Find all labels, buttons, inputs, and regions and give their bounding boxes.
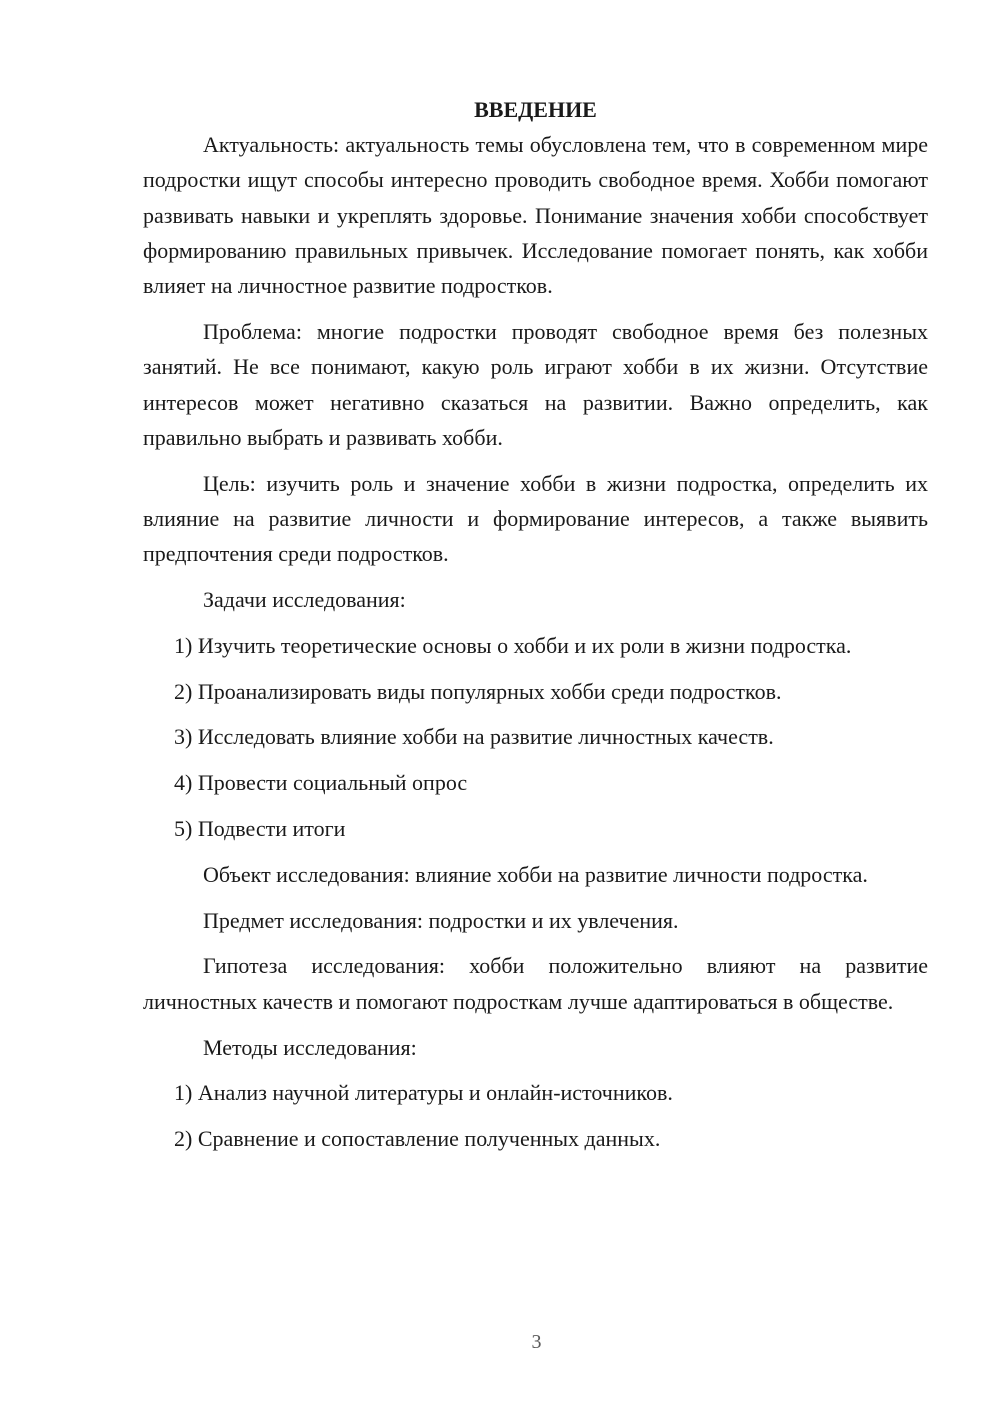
- page-number: 3: [531, 1331, 542, 1353]
- page-title: ВВЕДЕНИЕ: [474, 97, 597, 122]
- paragraph-problem: Проблема: многие подростки проводят свободное время без полезных занятий. Не все понимают, какую роль играют хобби в их жизни. Отсутствие интересов может негативно сказаться на развитии. Важно определить, как правильно выбрать и развивать хобби.: [143, 318, 928, 450]
- task-item-5: 5) Подвести итоги: [174, 816, 346, 842]
- tasks-heading: Задачи исследования:: [203, 587, 406, 613]
- task-item-2: 2) Проанализировать виды популярных хобби среди подростков.: [174, 678, 782, 704]
- method-item-1: 1) Анализ научной литературы и онлайн-источников.: [174, 1080, 673, 1106]
- task-item-1: 1) Изучить теоретические основы о хобби и их роли в жизни подростка.: [174, 632, 852, 658]
- document-page: [143, 92, 928, 1156]
- task-item-4: 4) Провести социальный опрос: [174, 770, 468, 796]
- paragraph-goal: Цель: изучить роль и значение хобби в жизни подростка, определить их влияние на развитие личности и формирование интересов, а также выявить предпочтения среди подростков.: [143, 470, 928, 567]
- paragraph-relevance: Актуальность: актуальность темы обусловлена тем, что в современном мире подростки ищут способы интересно проводить свободное время. Хобби помогают развивать навыки и укреплять здоровье. Понимание значения хобби способствует формированию правильных привычек. Исследование помогает понять, как хобби влияет на личностное развитие подростков.: [143, 132, 928, 299]
- paragraph-hypothesis: Гипотеза исследования: хобби положительно влияют на развитие личностных качеств и помогают подросткам лучше адаптироваться в обществе.: [143, 953, 928, 1014]
- paragraph-object: Объект исследования: влияние хобби на развитие личности подростка.: [203, 861, 868, 887]
- task-item-3: 3) Исследовать влияние хобби на развитие личностных качеств.: [174, 724, 774, 750]
- paragraph-subject: Предмет исследования: подростки и их увлечения.: [203, 907, 679, 933]
- method-item-2: 2) Сравнение и сопоставление полученных данных.: [174, 1126, 661, 1152]
- methods-heading: Методы исследования:: [203, 1034, 417, 1060]
